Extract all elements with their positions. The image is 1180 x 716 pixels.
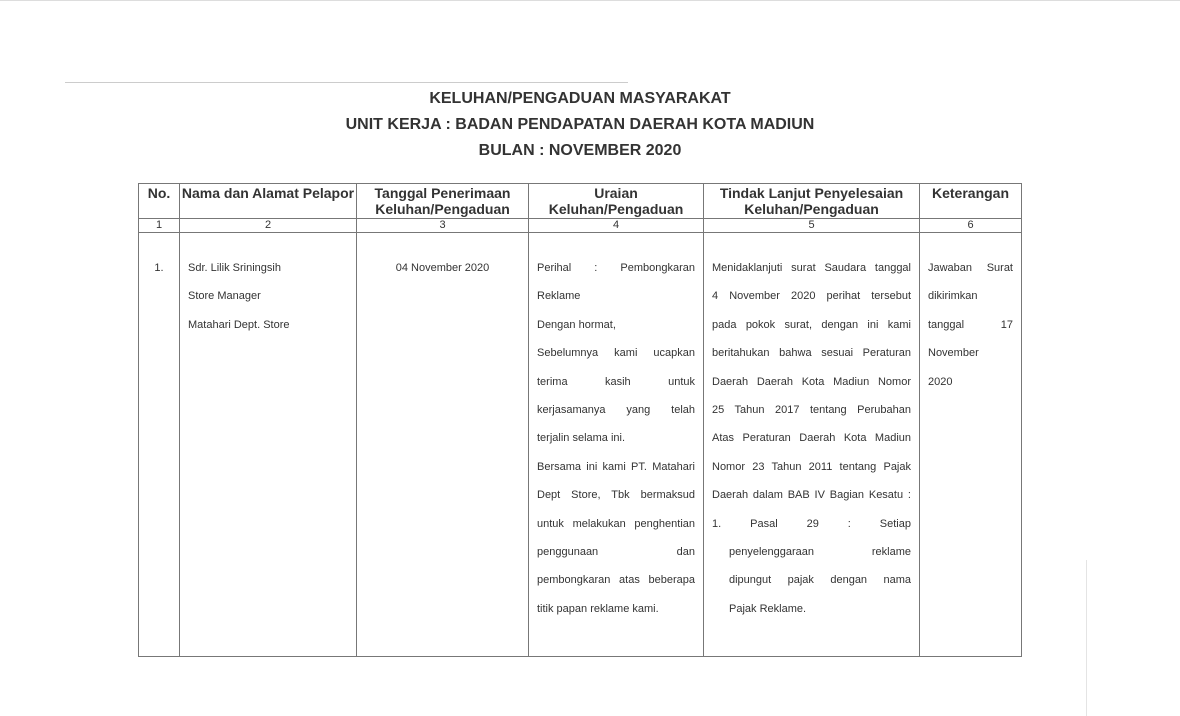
text-line: 4 November 2020 perihat tersebut <box>712 290 911 303</box>
text-line: untuk melakukan penghentian <box>537 517 695 530</box>
cell-keterangan <box>920 233 1022 657</box>
text-line: 2020 <box>928 375 953 388</box>
text-line: Jawaban Surat <box>928 262 1013 274</box>
text-line: Daerah dalam BAB IV Bagian Kesatu : <box>712 489 911 502</box>
header-keterangan: Keterangan <box>920 184 1022 219</box>
text-line: dipungut pajak dengan nama <box>729 574 911 587</box>
text-line: Pajak Reklame. <box>729 602 807 615</box>
header-pelapor: Nama dan Alamat Pelapor <box>180 184 357 219</box>
header-tanggal: Tanggal Penerimaan Keluhan/Pengaduan <box>357 184 529 219</box>
text-line: Sdr. Lilik Sriningsih <box>188 262 281 274</box>
cell-no <box>139 233 180 657</box>
header-no: No. <box>139 184 180 219</box>
text-line: Store Manager <box>188 290 261 303</box>
text-line: Reklame <box>537 290 581 303</box>
text-line: pembongkaran atas beberapa <box>537 574 695 587</box>
colnum: 5 <box>704 219 920 233</box>
text-line: dikirimkan <box>928 290 978 303</box>
header-row <box>139 184 1022 219</box>
text-line: Dept Store, Tbk bermaksud <box>537 489 695 502</box>
text-line: terjalin selama ini. <box>537 432 626 445</box>
complaints-table <box>138 183 1022 657</box>
header-rule <box>65 82 628 83</box>
text-line: Sebelumnya kami ucapkan <box>537 347 695 360</box>
colnum: 6 <box>920 219 1022 233</box>
header-uraian: Uraian Keluhan/Pengaduan <box>529 184 704 219</box>
text-line: penggunaan dan <box>537 545 695 558</box>
text-line: Menidaklanjuti surat Saudara tanggal <box>712 262 911 274</box>
text-line: penyelenggaraan reklame <box>729 545 911 558</box>
text-line: Matahari Dept. Store <box>188 318 290 331</box>
text-line: Atas Peraturan Daerah Kota Madiun <box>712 432 911 445</box>
text-line: November <box>928 347 979 360</box>
list-item: 1. Pasal 29 : Setiap <box>712 517 911 530</box>
table-row <box>139 233 1022 657</box>
doc-title: KELUHAN/PENGADUAN MASYARAKAT <box>429 90 731 107</box>
colnum: 1 <box>139 219 180 233</box>
colnum: 3 <box>357 219 529 233</box>
cell-pelapor <box>180 233 357 657</box>
header-tindak-lanjut: Tindak Lanjut Penyelesaian Keluhan/Pengaduan <box>704 184 920 219</box>
cell-tanggal <box>357 233 529 657</box>
text-line: Daerah Daerah Kota Madiun Nomor <box>712 375 911 388</box>
doc-month: BULAN : NOVEMBER 2020 <box>478 142 682 159</box>
text-line: Nomor 23 Tahun 2011 tentang Pajak <box>712 460 911 473</box>
cell-tindak-lanjut <box>704 233 920 657</box>
text-line: titik papan reklame kami. <box>537 602 659 615</box>
text-line: Bersama ini kami PT. Matahari <box>537 460 695 473</box>
received-date: 04 November 2020 <box>395 262 490 274</box>
text-line: pada pokok surat, dengan ini kami <box>712 318 911 331</box>
colnum: 4 <box>529 219 704 233</box>
text-line: Dengan hormat, <box>537 318 616 331</box>
text-line: 25 Tahun 2017 tentang Perubahan <box>712 403 911 416</box>
colnum: 2 <box>180 219 357 233</box>
column-number-row <box>139 219 1022 233</box>
text-line: kerjasamanya yang telah <box>537 403 695 416</box>
scan-edge <box>1086 560 1087 716</box>
text-line: Perihal : Pembongkaran <box>537 262 695 274</box>
page-edge <box>0 0 1180 1</box>
text-line: beritahukan bahwa sesuai Peraturan <box>712 347 911 360</box>
cell-uraian <box>529 233 704 657</box>
doc-unit: UNIT KERJA : BADAN PENDAPATAN DAERAH KOTA MADIUN <box>345 116 815 133</box>
text-line: terima kasih untuk <box>537 375 695 388</box>
row-number: 1. <box>154 262 164 274</box>
text-line: tanggal 17 <box>928 318 1013 331</box>
